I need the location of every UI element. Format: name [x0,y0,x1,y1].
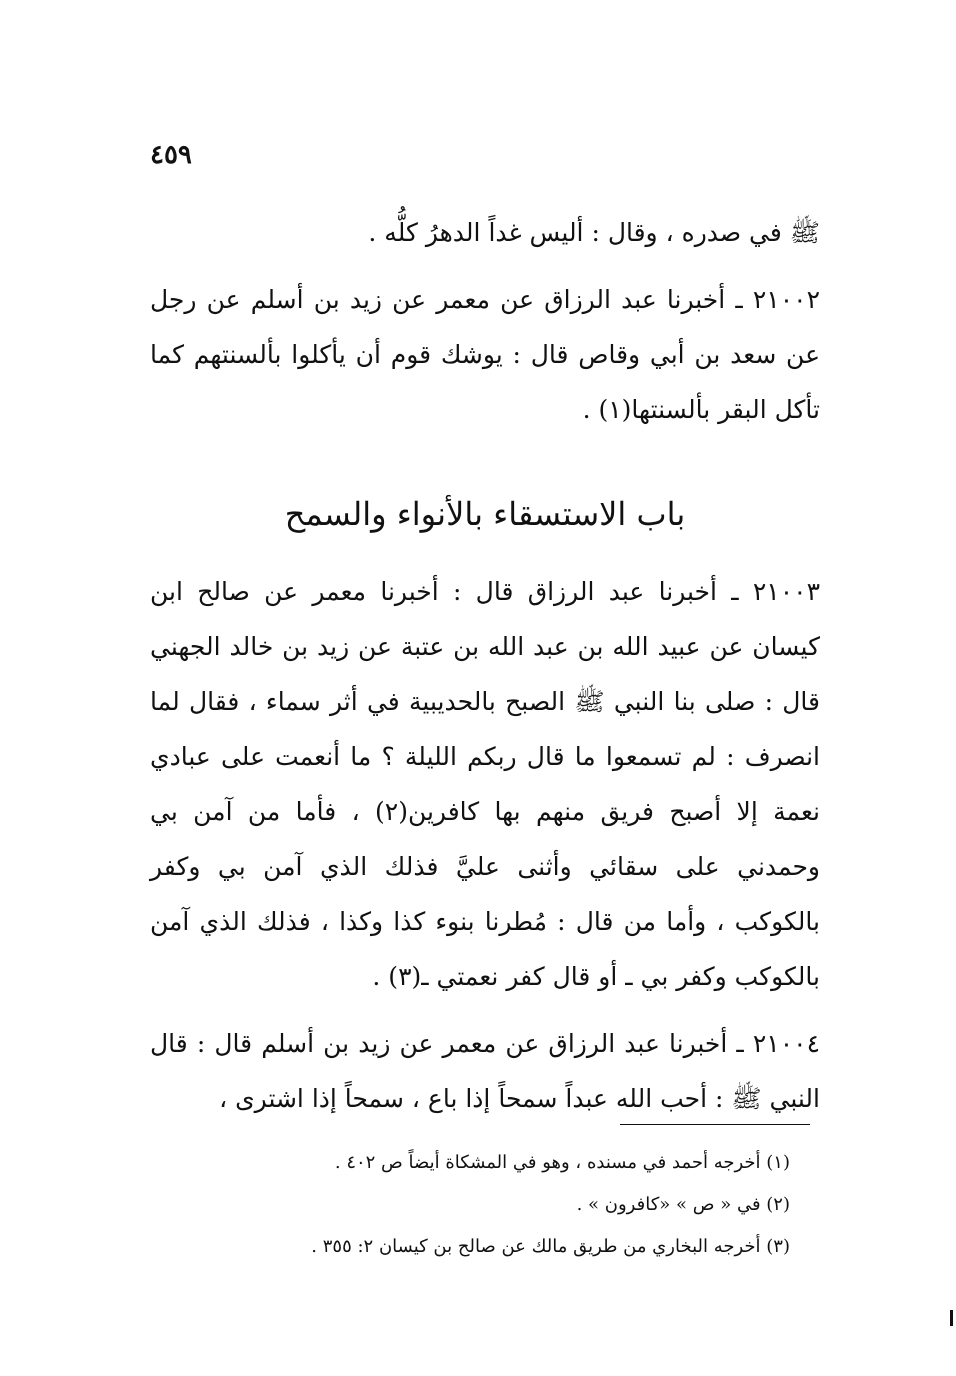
chapter-heading: باب الاستسقاء بالأنواء والسمح [284,495,686,533]
edge-mark [950,1310,953,1326]
footnote-3: (٣) أخرجه البخاري من طريق مالك عن صالح بن كيسان ٢: ٣٥٥ . [311,1236,790,1257]
hadith-21004: ٢١٠٠٤ ـ أخبرنا عبد الرزاق عن معمر عن زيد بن أسلم قال : قال النبي ﷺ : أحب الله عبداً سمحاً إذا باع ، سمحاً إذا اشترى ، [150,1029,820,1113]
paragraph-continuation: ﷺ في صدره ، وقال : أليس غداً الدهرُ كلُّه . [368,218,820,247]
page-number: ٤٥٩ [150,140,192,170]
hadith-21003: ٢١٠٠٣ ـ أخبرنا عبد الرزاق قال : أخبرنا معمر عن صالح ابن كيسان عن عبيد الله بن عبد الله بن عتبة عن زيد بن خالد الجهني قال : صلى بنا النبي ﷺ الصبح بالحديبية في أثر سماء ، فقال لما انصرف : لم تسمعوا ما قال ربكم الليلة ؟ ما أنعمت على عبادي نعمة إلا أصبح فريق منهم بها كافرين(٢) ، فأما من آمن بي وحمدني على سقائي وأثنى عليَّ فذلك الذي آمن بي وكفر بالكوكب ، وأما من قال : مُطرنا بنوء كذا وكذا ، فذلك الذي آمن بالكوكب وكفر بي ـ أو قال كفر نعمتي ـ(٣) . [150,577,820,991]
footnotes [150,1142,790,1268]
footnote-divider [620,1124,810,1125]
hadith-21002: ٢١٠٠٢ ـ أخبرنا عبد الرزاق عن معمر عن زيد بن أسلم عن رجل عن سعد بن أبي وقاص قال : يوشك قوم أن يأكلوا بألسنتهم كما تأكل البقر بألسنتها(١) . [150,285,820,424]
footnote-2: (٢) في « ص » «كافرون » . [576,1194,790,1215]
footnote-1: (١) أخرجه أحمد في مسنده ، وهو في المشكاة أيضاً ص ٤٠٢ . [334,1152,790,1173]
main-text [150,205,820,1138]
